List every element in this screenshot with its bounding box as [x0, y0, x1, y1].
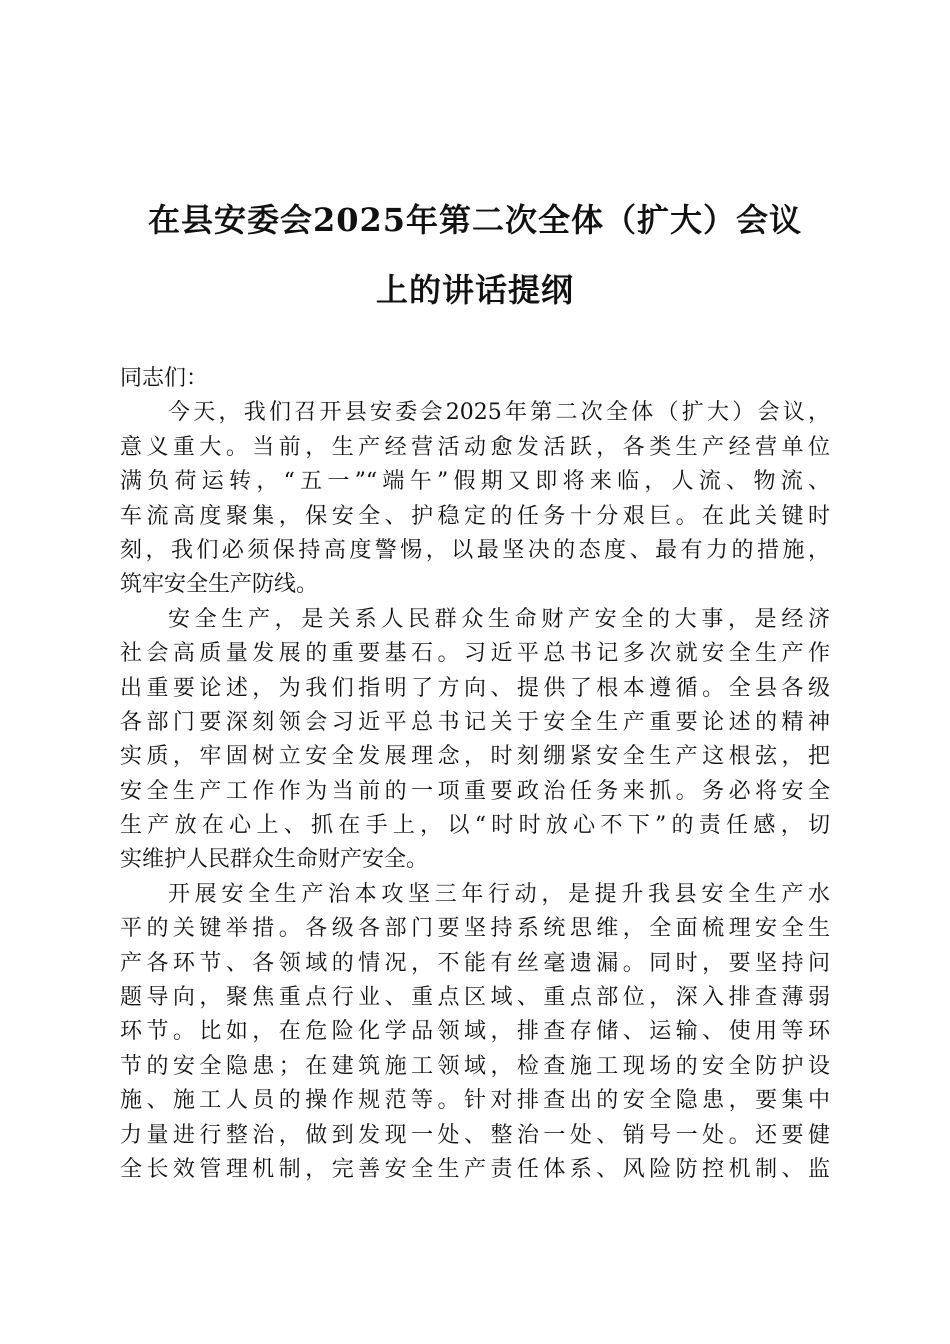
paragraph-line: 开展安全生产治本攻坚三年行动，是提升我县安全生产水 [168, 881, 830, 907]
paragraph-3 [120, 878, 830, 1188]
salutation: 同志们： [120, 366, 209, 391]
document-title-line-1: 在县安委会2025年第二次全体（扩大）会议 [147, 201, 803, 239]
paragraph-2 [120, 603, 830, 878]
paragraph-line: 意义重大。当前，生产经营活动愈发活跃，各类生产经营单位 [120, 434, 830, 460]
paragraph-line: 节的安全隐患；在建筑施工领域，检查施工现场的安全防护设 [120, 1053, 830, 1079]
paragraph-line: 产各环节、各领域的情况，不能有丝毫遗漏。同时，要坚持问 [120, 950, 830, 976]
paragraph-line: 社会高质量发展的重要基石。习近平总书记多次就安全生产作 [120, 641, 830, 667]
paragraph-line: 实维护人民群众生命财产安全。 [120, 847, 429, 873]
paragraph-line: 力量进行整治，做到发现一处、整治一处、销号一处。还要健 [120, 1122, 830, 1148]
paragraph-line: 刻，我们必须保持高度警惕，以最坚决的态度、最有力的措施， [120, 537, 830, 563]
paragraph-line: 平的关键举措。各级各部门要坚持系统思维，全面梳理安全生 [120, 916, 830, 942]
document-body [120, 362, 830, 1187]
paragraph-line: 今天，我们召开县安委会2025年第二次全体（扩大）会议， [168, 400, 830, 426]
paragraph-line: 出重要论述，为我们指明了方向、提供了根本遵循。全县各级 [120, 675, 830, 701]
paragraph-line: 安全生产，是关系人民群众生命财产安全的大事，是经济 [168, 606, 830, 632]
paragraph-line: 车流高度聚集，保安全、护稳定的任务十分艰巨。在此关键时 [120, 503, 830, 529]
paragraph-line: 实质，牢固树立安全发展理念，时刻绷紧安全生产这根弦，把 [120, 744, 830, 770]
paragraph-line: 环节。比如，在危险化学品领域，排查存储、运输、使用等环 [120, 1019, 830, 1045]
paragraph-line: 满负荷运转，“五一”“端午”假期又即将来临，人流、物流、 [120, 469, 830, 495]
paragraph-line: 全长效管理机制，完善安全生产责任体系、风险防控机制、监 [120, 1156, 830, 1182]
paragraph-line: 安全生产工作作为当前的一项重要政治任务来抓。务必将安全 [120, 778, 830, 804]
paragraph-line: 筑牢安全生产防线。 [120, 572, 319, 598]
paragraph-line: 题导向，聚焦重点行业、重点区域、重点部位，深入排查薄弱 [120, 985, 830, 1011]
paragraph-line: 各部门要深刻领会习近平总书记关于安全生产重要论述的精神 [120, 709, 830, 735]
paragraph-line: 生产放在心上、抓在手上，以“时时放心不下”的责任感，切 [120, 813, 830, 839]
paragraph-1 [120, 396, 830, 602]
paragraph-line: 施、施工人员的操作规范等。针对排查出的安全隐患，要集中 [120, 1088, 830, 1114]
document-title-line-2: 上的讲话提纲 [375, 271, 574, 309]
